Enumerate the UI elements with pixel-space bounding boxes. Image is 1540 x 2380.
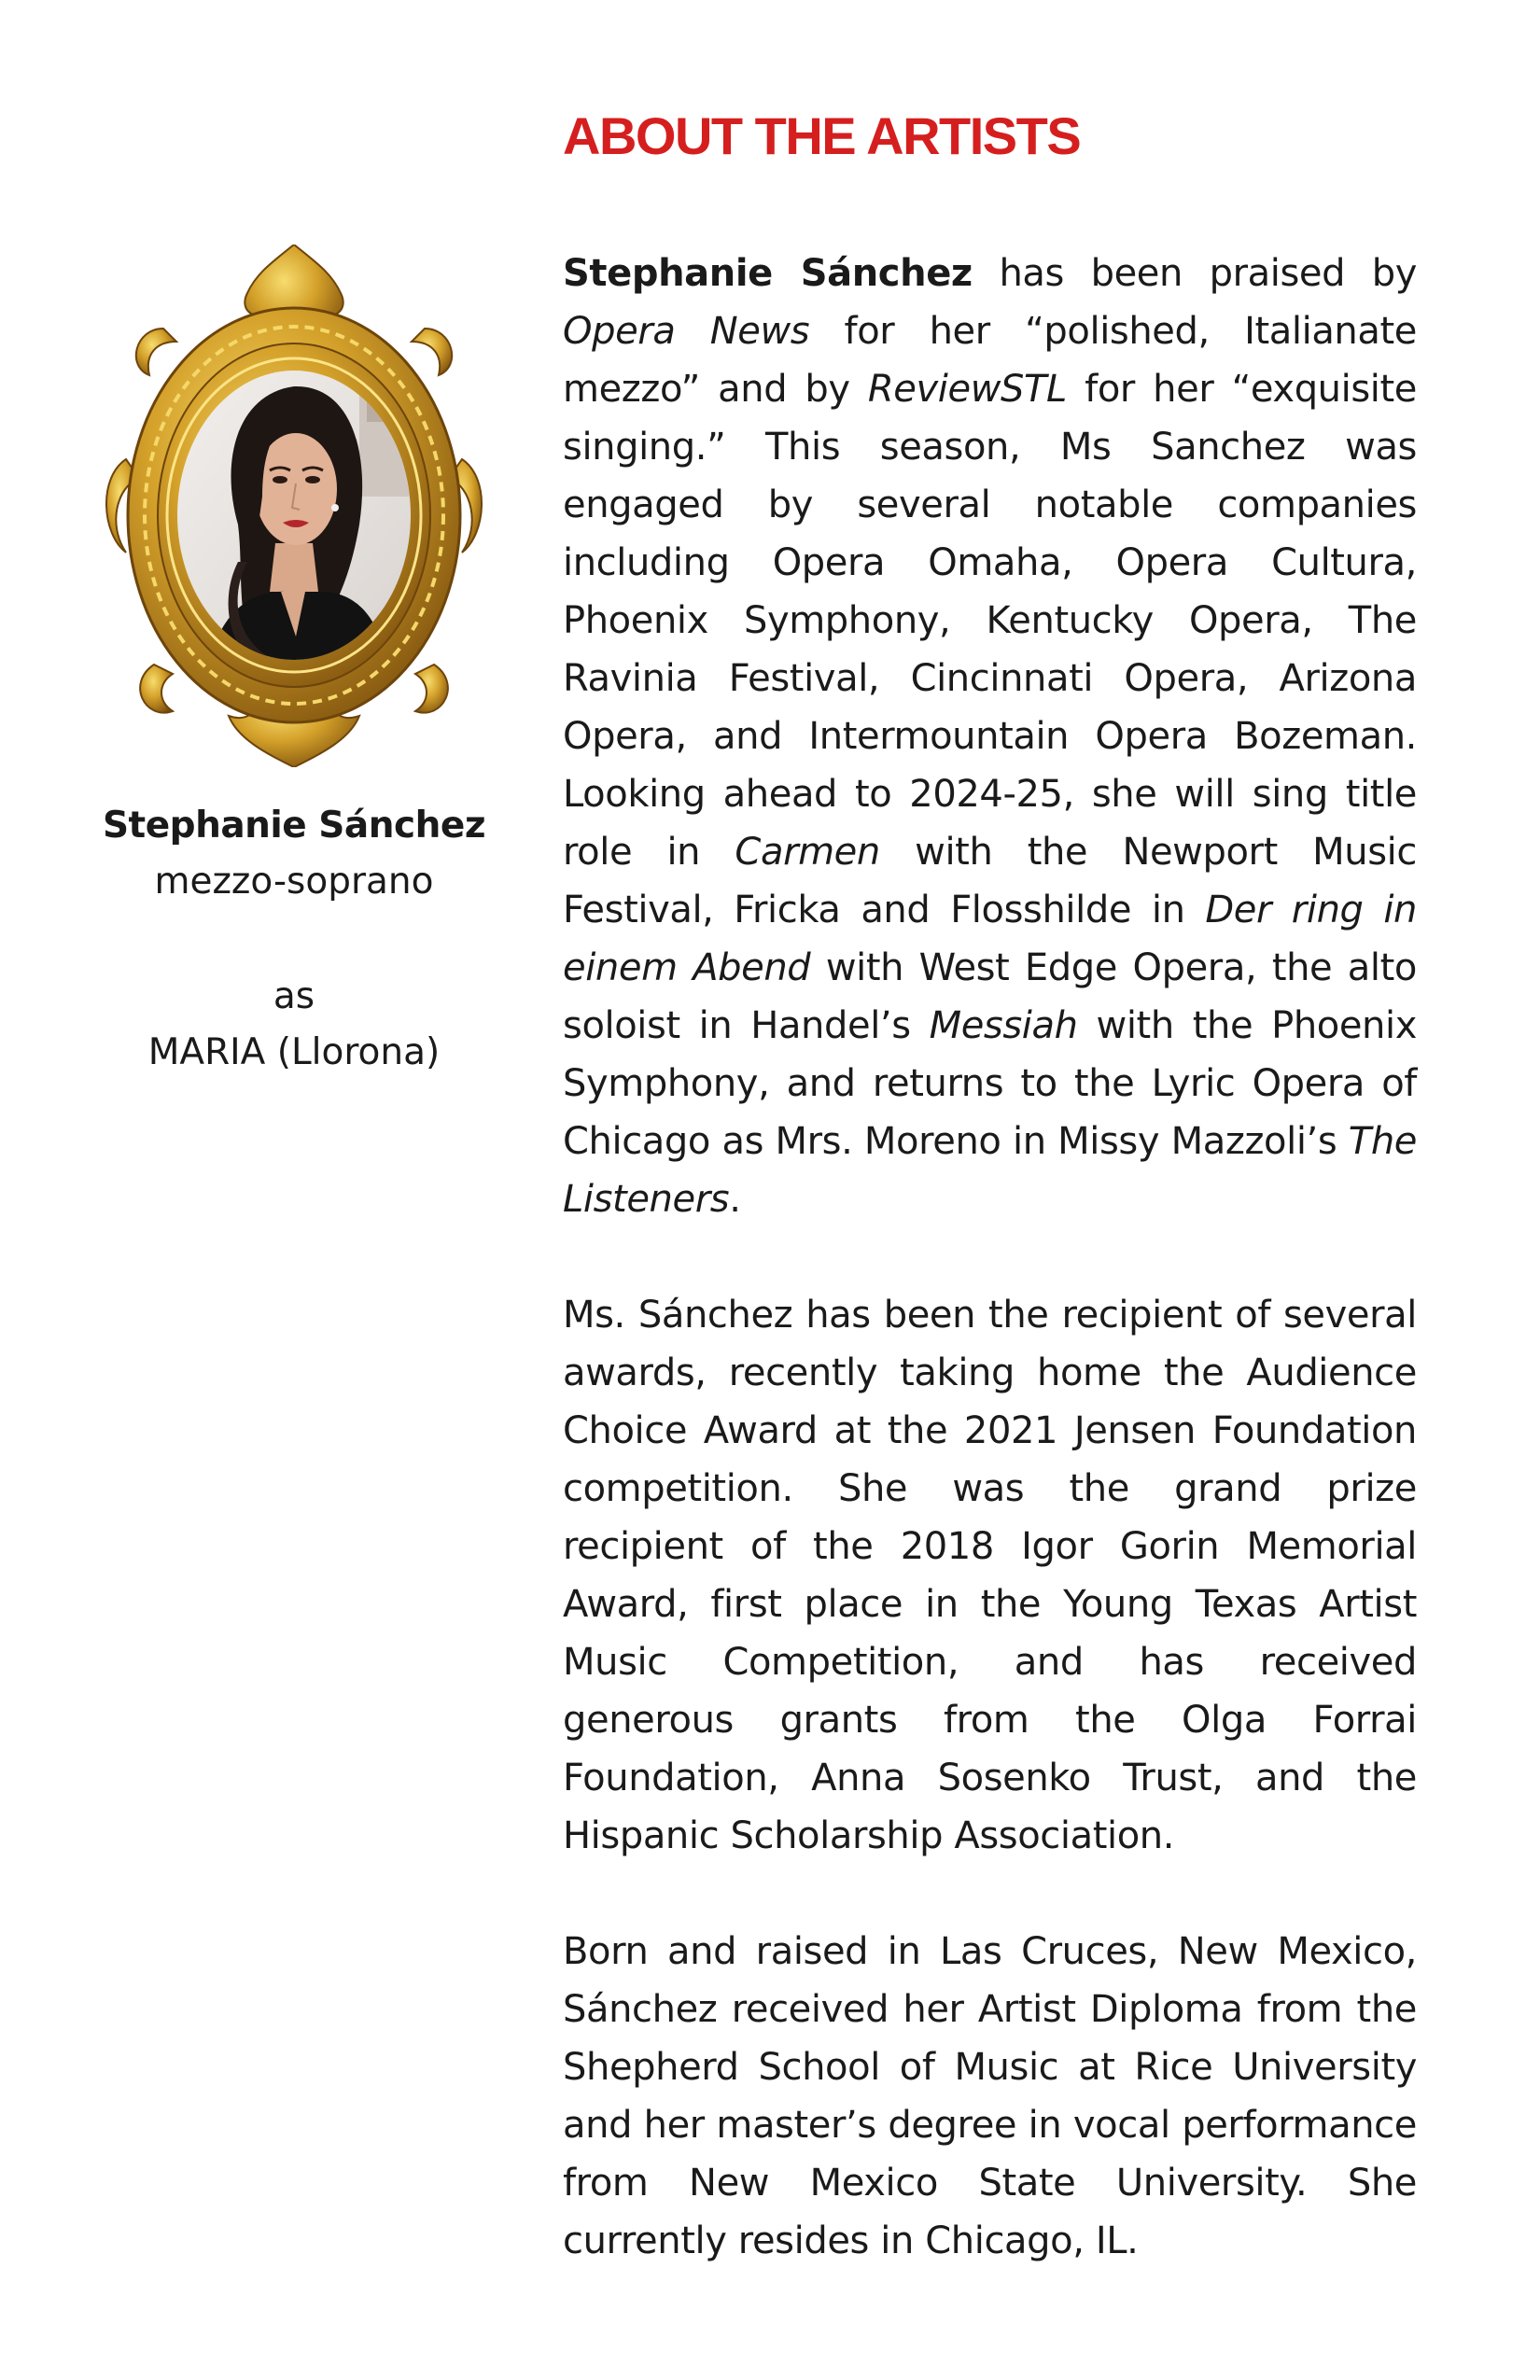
- bio-text: for her “polished, Italianate mezzo” and by: [563, 310, 1417, 411]
- bio-work-title: Carmen: [735, 831, 880, 874]
- bio-paragraph-3: Born and raised in Las Cruces, New Mexico, Sánchez received her Artist Diploma from the Shepherd School of Music at Rice University and her master’s degree in vocal performance from New Mexico State University. She currently resides in Chicago, IL.: [563, 1930, 1417, 2262]
- bio-artist-name: Stephanie Sánchez: [563, 252, 973, 295]
- artist-role: MARIA (Llorona): [147, 1031, 441, 1074]
- bio-work-title: Der ring in einem Abend: [563, 889, 1417, 989]
- bio-publication: Opera News: [563, 310, 810, 353]
- bio-text: for her “exquisite singing.” This season, Ms Sanchez was engaged by several notable companies including Opera Omaha, Opera Cultura, Phoenix Symphony, Kentucky Opera, The Ravinia Festival, Cincinnati Opera, Arizona Opera, and Intermountain Opera Bozeman. Looking ahead to 2024-25, she will sing title role in: [563, 368, 1417, 874]
- bio-text: with the Phoenix Symphony, and returns to the Lyric Opera of Chicago as Mrs. Moreno in Missy Mazzoli’s: [563, 1004, 1417, 1163]
- artist-biography: [563, 245, 1417, 2270]
- bio-paragraph-2: Ms. Sánchez has been the recipient of several awards, recently taking home the Audience Choice Award at the 2021 Jensen Foundation competition. She was the grand prize recipient of the 2018 Igor Gorin Memorial Award, first place in the Young Texas Artist Music Competition, and has received generous grants from the Olga Forrai Foundation, Anna Sosenko Trust, and the Hispanic Scholarship Association.: [563, 1294, 1417, 1857]
- artist-caption: [84, 798, 504, 1082]
- page-title: ABOUT THE ARTISTS: [563, 106, 1081, 165]
- artist-voice-type: mezzo-soprano: [154, 861, 434, 903]
- bio-work-title: The Listeners: [563, 1120, 1417, 1221]
- bio-text: has been praised by: [972, 252, 1417, 295]
- bio-publication: ReviewSTL: [867, 368, 1067, 411]
- artist-name: Stephanie Sánchez: [102, 805, 486, 847]
- bio-paragraph-1: [563, 245, 1417, 1228]
- bio-text: with West Edge Opera, the alto soloist in Handel’s: [563, 946, 1417, 1047]
- bio-text: .: [729, 1178, 741, 1221]
- bio-work-title: Messiah: [929, 1004, 1078, 1047]
- artist-portrait: [98, 245, 490, 767]
- caption-spacer: [84, 911, 504, 969]
- bio-text: with the Newport Music Festival, Fricka and Flosshilde in: [563, 831, 1417, 931]
- artist-as-label: as: [273, 974, 315, 1017]
- ornate-frame-icon: [98, 245, 490, 767]
